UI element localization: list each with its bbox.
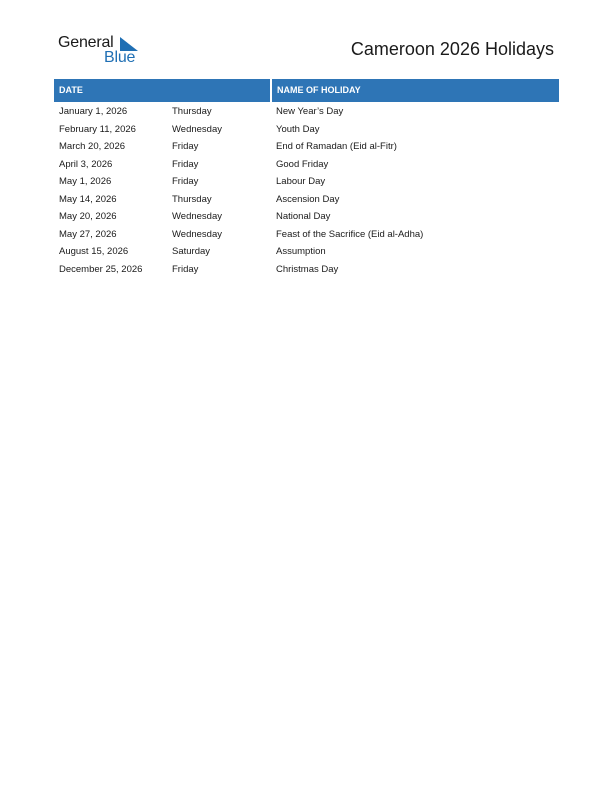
row-holiday-name: Good Friday (276, 158, 329, 170)
header-date: DATE (54, 79, 270, 102)
row-holiday-name: Ascension Day (276, 193, 340, 205)
row-weekday: Friday (172, 263, 199, 275)
table-row (54, 103, 559, 121)
generalblue-logo (58, 34, 148, 68)
row-weekday: Thursday (172, 193, 212, 205)
row-holiday-name: Labour Day (276, 176, 326, 187)
table-row (54, 243, 559, 261)
row-date: April 3, 2026 (59, 158, 113, 170)
table-row (54, 173, 559, 191)
row-holiday-name: Feast of the Sacrifice (Eid al-Adha) (276, 228, 424, 240)
row-date: May 27, 2026 (59, 228, 117, 240)
page-title: Cameroon 2026 Holidays (350, 39, 554, 59)
holiday-table (54, 79, 559, 278)
row-weekday: Wednesday (172, 228, 222, 240)
row-weekday: Wednesday (172, 123, 222, 135)
row-holiday-name: Assumption (276, 246, 326, 257)
row-holiday-name: Youth Day (276, 123, 320, 135)
table-header (54, 79, 559, 102)
row-weekday: Friday (172, 176, 199, 187)
row-date: May 1, 2026 (59, 176, 112, 187)
row-date: March 20, 2026 (59, 141, 126, 152)
row-date: May 20, 2026 (59, 211, 117, 222)
row-weekday: Saturday (172, 246, 211, 257)
logo-text-blue: Blue (104, 49, 136, 66)
table-row (54, 261, 559, 279)
header-holiday-name: NAME OF HOLIDAY (272, 79, 559, 102)
row-date: January 1, 2026 (59, 106, 128, 117)
table-row (54, 156, 559, 174)
table-row (54, 208, 559, 226)
table-row (54, 138, 559, 156)
table-row (54, 121, 559, 139)
row-date: May 14, 2026 (59, 193, 117, 205)
row-date: February 11, 2026 (59, 123, 136, 135)
row-holiday-name: End of Ramadan (Eid al-Fitr) (276, 141, 397, 152)
row-holiday-name: New Year’s Day (276, 106, 344, 117)
row-weekday: Thursday (172, 106, 212, 117)
logo-text-general: General (58, 34, 114, 51)
row-date: December 25, 2026 (59, 263, 143, 275)
row-holiday-name: National Day (276, 211, 331, 222)
row-date: August 15, 2026 (59, 246, 129, 257)
row-holiday-name: Christmas Day (276, 263, 339, 275)
table-row (54, 191, 559, 209)
row-weekday: Friday (172, 158, 199, 170)
row-weekday: Friday (172, 141, 199, 152)
table-row (54, 226, 559, 244)
table-body (54, 103, 559, 278)
row-weekday: Wednesday (172, 211, 222, 222)
